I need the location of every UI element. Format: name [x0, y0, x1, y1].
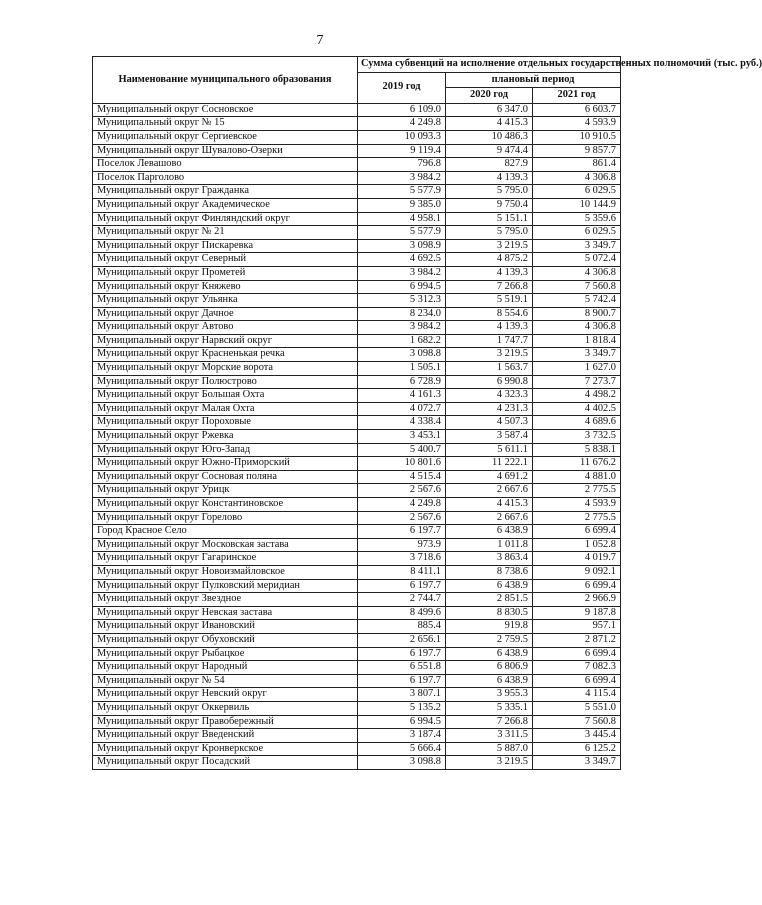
municipality-name-cell: Муниципальный округ Введенский	[93, 729, 358, 743]
value-2019-cell: 4 249.8	[358, 498, 446, 512]
value-2019-cell: 6 197.7	[358, 674, 446, 688]
municipality-name-cell: Муниципальный округ Малая Охта	[93, 402, 358, 416]
value-2021-cell: 3 349.7	[533, 348, 621, 362]
header-year-2020: 2020 год	[446, 88, 533, 104]
value-2019-cell: 5 135.2	[358, 701, 446, 715]
value-2019-cell: 5 666.4	[358, 742, 446, 756]
table-row	[93, 130, 621, 144]
value-2019-cell: 2 567.6	[358, 484, 446, 498]
table-row	[93, 416, 621, 430]
value-2021-cell: 6 699.4	[533, 525, 621, 539]
value-2020-cell: 2 851.5	[446, 593, 533, 607]
table-row	[93, 198, 621, 212]
value-2019-cell: 3 984.2	[358, 321, 446, 335]
value-2021-cell: 6 699.4	[533, 674, 621, 688]
value-2019-cell: 2 744.7	[358, 593, 446, 607]
table-row	[93, 688, 621, 702]
value-2021-cell: 2 775.5	[533, 484, 621, 498]
municipality-name-cell: Муниципальный округ Полюстрово	[93, 375, 358, 389]
page-number: 7	[316, 33, 324, 48]
value-2019-cell: 2 656.1	[358, 633, 446, 647]
value-2019-cell: 9 385.0	[358, 198, 446, 212]
table-row	[93, 266, 621, 280]
value-2021-cell: 5 838.1	[533, 443, 621, 457]
municipality-name-cell: Муниципальный округ Константиновское	[93, 498, 358, 512]
value-2019-cell: 6 197.7	[358, 579, 446, 593]
municipality-name-cell: Муниципальный округ Урицк	[93, 484, 358, 498]
value-2021-cell: 5 359.6	[533, 212, 621, 226]
value-2019-cell: 6 994.5	[358, 715, 446, 729]
value-2021-cell: 7 273.7	[533, 375, 621, 389]
value-2021-cell: 4 881.0	[533, 470, 621, 484]
municipality-name-cell: Муниципальный округ Оккервиль	[93, 701, 358, 715]
value-2021-cell: 9 857.7	[533, 144, 621, 158]
header-plan-period: плановый период	[446, 72, 621, 88]
municipality-name-cell: Муниципальный округ Ржевка	[93, 430, 358, 444]
value-2020-cell: 919.8	[446, 620, 533, 634]
value-2021-cell: 7 560.8	[533, 715, 621, 729]
municipality-name-cell: Муниципальный округ Правобережный	[93, 715, 358, 729]
value-2021-cell: 2 775.5	[533, 511, 621, 525]
value-2021-cell: 3 732.5	[533, 430, 621, 444]
table-row	[93, 552, 621, 566]
table-row	[93, 470, 621, 484]
value-2019-cell: 8 234.0	[358, 307, 446, 321]
value-2020-cell: 5 519.1	[446, 294, 533, 308]
value-2020-cell: 5 611.1	[446, 443, 533, 457]
header-subvention-sum: Сумма субвенций на исполнение отдельных государственных полномочий (тыс. руб.)	[358, 57, 621, 73]
table-row	[93, 633, 621, 647]
header-year-2021: 2021 год	[533, 88, 621, 104]
table-body	[93, 103, 621, 769]
table-row	[93, 280, 621, 294]
value-2019-cell: 4 958.1	[358, 212, 446, 226]
value-2020-cell: 5 795.0	[446, 226, 533, 240]
value-2020-cell: 3 219.5	[446, 756, 533, 770]
value-2021-cell: 6 699.4	[533, 579, 621, 593]
table-row	[93, 579, 621, 593]
municipality-name-cell: Муниципальный округ Кронверкское	[93, 742, 358, 756]
value-2020-cell: 5 795.0	[446, 185, 533, 199]
table-row	[93, 593, 621, 607]
municipality-name-cell: Муниципальный округ Дачное	[93, 307, 358, 321]
value-2020-cell: 4 691.2	[446, 470, 533, 484]
value-2021-cell: 3 445.4	[533, 729, 621, 743]
value-2020-cell: 7 266.8	[446, 280, 533, 294]
municipality-name-cell: Муниципальный округ Академическое	[93, 198, 358, 212]
table-row	[93, 402, 621, 416]
value-2019-cell: 3 984.2	[358, 266, 446, 280]
table-row	[93, 212, 621, 226]
value-2020-cell: 4 139.3	[446, 266, 533, 280]
municipality-name-cell: Муниципальный округ Пороховые	[93, 416, 358, 430]
value-2020-cell: 4 231.3	[446, 402, 533, 416]
header-municipality-name: Наименование муниципального образования	[93, 57, 358, 104]
table-row	[93, 647, 621, 661]
value-2020-cell: 3 311.5	[446, 729, 533, 743]
table-row	[93, 565, 621, 579]
value-2020-cell: 4 507.3	[446, 416, 533, 430]
municipality-name-cell: Муниципальный округ Гражданка	[93, 185, 358, 199]
value-2019-cell: 885.4	[358, 620, 446, 634]
value-2020-cell: 5 887.0	[446, 742, 533, 756]
municipality-name-cell: Муниципальный округ Новоизмайловское	[93, 565, 358, 579]
value-2020-cell: 1 011.8	[446, 538, 533, 552]
value-2020-cell: 2 667.6	[446, 484, 533, 498]
table-row	[93, 443, 621, 457]
value-2019-cell: 4 515.4	[358, 470, 446, 484]
value-2021-cell: 9 187.8	[533, 606, 621, 620]
value-2019-cell: 3 187.4	[358, 729, 446, 743]
municipality-name-cell: Муниципальный округ Прометей	[93, 266, 358, 280]
table-row	[93, 538, 621, 552]
value-2020-cell: 3 219.5	[446, 239, 533, 253]
municipality-name-cell: Муниципальный округ Большая Охта	[93, 389, 358, 403]
value-2020-cell: 3 219.5	[446, 348, 533, 362]
value-2021-cell: 2 966.9	[533, 593, 621, 607]
table-row	[93, 171, 621, 185]
value-2021-cell: 4 593.9	[533, 498, 621, 512]
value-2019-cell: 8 499.6	[358, 606, 446, 620]
table-row	[93, 307, 621, 321]
value-2021-cell: 6 125.2	[533, 742, 621, 756]
value-2020-cell: 6 438.9	[446, 647, 533, 661]
municipality-name-cell: Муниципальный округ Невский округ	[93, 688, 358, 702]
value-2020-cell: 6 347.0	[446, 103, 533, 117]
municipality-name-cell: Поселок Парголово	[93, 171, 358, 185]
value-2021-cell: 861.4	[533, 158, 621, 172]
value-2019-cell: 6 197.7	[358, 647, 446, 661]
value-2021-cell: 5 072.4	[533, 253, 621, 267]
table-row	[93, 661, 621, 675]
value-2020-cell: 3 955.3	[446, 688, 533, 702]
table-header	[93, 57, 762, 104]
value-2021-cell: 4 306.8	[533, 266, 621, 280]
value-2020-cell: 4 415.3	[446, 498, 533, 512]
value-2019-cell: 6 109.0	[358, 103, 446, 117]
value-2021-cell: 10 144.9	[533, 198, 621, 212]
header-year-2019: 2019 год	[358, 72, 446, 103]
municipality-name-cell: Муниципальный округ Звездное	[93, 593, 358, 607]
value-2020-cell: 6 438.9	[446, 674, 533, 688]
value-2021-cell: 6 699.4	[533, 647, 621, 661]
table-row	[93, 334, 621, 348]
value-2020-cell: 2 667.6	[446, 511, 533, 525]
value-2021-cell: 7 560.8	[533, 280, 621, 294]
table-row	[93, 457, 621, 471]
value-2021-cell: 4 498.2	[533, 389, 621, 403]
table-row	[93, 620, 621, 634]
value-2020-cell: 3 863.4	[446, 552, 533, 566]
municipality-name-cell: Муниципальный округ Морские ворота	[93, 362, 358, 376]
table-row	[93, 117, 621, 131]
municipality-name-cell: Муниципальный округ Сосновское	[93, 103, 358, 117]
value-2019-cell: 8 411.1	[358, 565, 446, 579]
value-2020-cell: 8 830.5	[446, 606, 533, 620]
municipality-name-cell: Муниципальный округ Нарвский округ	[93, 334, 358, 348]
table-row	[93, 742, 621, 756]
value-2021-cell: 3 349.7	[533, 239, 621, 253]
municipality-name-cell: Муниципальный округ Народный	[93, 661, 358, 675]
value-2019-cell: 973.9	[358, 538, 446, 552]
value-2021-cell: 4 593.9	[533, 117, 621, 131]
municipality-name-cell: Муниципальный округ Южно-Приморский	[93, 457, 358, 471]
value-2020-cell: 4 323.3	[446, 389, 533, 403]
value-2019-cell: 3 718.6	[358, 552, 446, 566]
municipality-name-cell: Город Красное Село	[93, 525, 358, 539]
municipality-name-cell: Муниципальный округ Рыбацкое	[93, 647, 358, 661]
municipality-name-cell: Муниципальный округ № 21	[93, 226, 358, 240]
value-2020-cell: 6 990.8	[446, 375, 533, 389]
table-row	[93, 606, 621, 620]
value-2019-cell: 5 577.9	[358, 185, 446, 199]
municipality-name-cell: Муниципальный округ Ивановский	[93, 620, 358, 634]
value-2021-cell: 1 052.8	[533, 538, 621, 552]
municipality-name-cell: Муниципальный округ Московская застава	[93, 538, 358, 552]
table-row	[93, 362, 621, 376]
value-2019-cell: 5 400.7	[358, 443, 446, 457]
value-2021-cell: 957.1	[533, 620, 621, 634]
table-row	[93, 226, 621, 240]
value-2020-cell: 1 747.7	[446, 334, 533, 348]
value-2021-cell: 3 349.7	[533, 756, 621, 770]
value-2020-cell: 11 222.1	[446, 457, 533, 471]
municipality-name-cell: Муниципальный округ Пискаревка	[93, 239, 358, 253]
value-2019-cell: 5 577.9	[358, 226, 446, 240]
value-2021-cell: 9 092.1	[533, 565, 621, 579]
value-2020-cell: 8 738.6	[446, 565, 533, 579]
value-2020-cell: 5 335.1	[446, 701, 533, 715]
value-2019-cell: 6 197.7	[358, 525, 446, 539]
value-2021-cell: 6 029.5	[533, 185, 621, 199]
value-2021-cell: 5 742.4	[533, 294, 621, 308]
value-2020-cell: 7 266.8	[446, 715, 533, 729]
value-2020-cell: 5 151.1	[446, 212, 533, 226]
value-2020-cell: 10 486.3	[446, 130, 533, 144]
municipality-name-cell: Муниципальный округ Обуховский	[93, 633, 358, 647]
value-2021-cell: 2 871.2	[533, 633, 621, 647]
value-2019-cell: 2 567.6	[358, 511, 446, 525]
value-2019-cell: 10 801.6	[358, 457, 446, 471]
municipality-name-cell: Муниципальный округ Горелово	[93, 511, 358, 525]
municipality-name-cell: Поселок Левашово	[93, 158, 358, 172]
value-2020-cell: 3 587.4	[446, 430, 533, 444]
value-2019-cell: 3 984.2	[358, 171, 446, 185]
municipality-name-cell: Муниципальный округ Княжево	[93, 280, 358, 294]
value-2019-cell: 5 312.3	[358, 294, 446, 308]
table-row	[93, 253, 621, 267]
municipality-name-cell: Муниципальный округ Сосновая поляна	[93, 470, 358, 484]
value-2019-cell: 4 338.4	[358, 416, 446, 430]
municipality-name-cell: Муниципальный округ Финляндский округ	[93, 212, 358, 226]
value-2021-cell: 4 689.6	[533, 416, 621, 430]
municipality-name-cell: Муниципальный округ Юго-Запад	[93, 443, 358, 457]
value-2019-cell: 6 994.5	[358, 280, 446, 294]
table-row	[93, 185, 621, 199]
municipality-name-cell: Муниципальный округ Ульянка	[93, 294, 358, 308]
table-row	[93, 375, 621, 389]
value-2019-cell: 4 692.5	[358, 253, 446, 267]
value-2021-cell: 6 029.5	[533, 226, 621, 240]
value-2021-cell: 4 115.4	[533, 688, 621, 702]
table-row	[93, 674, 621, 688]
value-2019-cell: 3 098.8	[358, 348, 446, 362]
value-2020-cell: 2 759.5	[446, 633, 533, 647]
value-2021-cell: 4 402.5	[533, 402, 621, 416]
municipality-name-cell: Муниципальный округ № 15	[93, 117, 358, 131]
municipality-name-cell: Муниципальный округ Гагаринское	[93, 552, 358, 566]
value-2020-cell: 9 474.4	[446, 144, 533, 158]
table-row	[93, 294, 621, 308]
value-2021-cell: 1 818.4	[533, 334, 621, 348]
value-2020-cell: 6 438.9	[446, 579, 533, 593]
table-row	[93, 103, 621, 117]
value-2020-cell: 8 554.6	[446, 307, 533, 321]
value-2019-cell: 796.8	[358, 158, 446, 172]
table-row	[93, 525, 621, 539]
table-row	[93, 239, 621, 253]
value-2019-cell: 4 072.7	[358, 402, 446, 416]
table-row	[93, 389, 621, 403]
municipality-name-cell: Муниципальный округ Пулковский меридиан	[93, 579, 358, 593]
table-row	[93, 498, 621, 512]
table-row	[93, 729, 621, 743]
value-2019-cell: 10 093.3	[358, 130, 446, 144]
table-row	[93, 756, 621, 770]
value-2021-cell: 4 306.8	[533, 171, 621, 185]
value-2021-cell: 5 551.0	[533, 701, 621, 715]
value-2019-cell: 4 249.8	[358, 117, 446, 131]
table-row	[93, 511, 621, 525]
value-2019-cell: 3 098.8	[358, 756, 446, 770]
municipality-name-cell: Муниципальный округ Сергиевское	[93, 130, 358, 144]
municipality-name-cell: Муниципальный округ Северный	[93, 253, 358, 267]
table-row	[93, 430, 621, 444]
subvention-table	[92, 56, 762, 770]
table-row	[93, 715, 621, 729]
municipality-name-cell: Муниципальный округ Невская застава	[93, 606, 358, 620]
value-2021-cell: 6 603.7	[533, 103, 621, 117]
value-2021-cell: 10 910.5	[533, 130, 621, 144]
value-2019-cell: 3 807.1	[358, 688, 446, 702]
value-2019-cell: 1 505.1	[358, 362, 446, 376]
value-2019-cell: 3 453.1	[358, 430, 446, 444]
municipality-name-cell: Муниципальный округ Посадский	[93, 756, 358, 770]
value-2021-cell: 1 627.0	[533, 362, 621, 376]
value-2019-cell: 1 682.2	[358, 334, 446, 348]
value-2021-cell: 4 019.7	[533, 552, 621, 566]
table-row	[93, 321, 621, 335]
value-2019-cell: 9 119.4	[358, 144, 446, 158]
value-2020-cell: 4 139.3	[446, 321, 533, 335]
value-2020-cell: 6 438.9	[446, 525, 533, 539]
municipality-name-cell: Муниципальный округ Шувалово-Озерки	[93, 144, 358, 158]
value-2020-cell: 827.9	[446, 158, 533, 172]
table-row	[93, 144, 621, 158]
value-2020-cell: 6 806.9	[446, 661, 533, 675]
table-row	[93, 484, 621, 498]
value-2021-cell: 4 306.8	[533, 321, 621, 335]
value-2020-cell: 4 875.2	[446, 253, 533, 267]
municipality-name-cell: Муниципальный округ Автово	[93, 321, 358, 335]
table-row	[93, 701, 621, 715]
value-2020-cell: 4 139.3	[446, 171, 533, 185]
value-2019-cell: 3 098.9	[358, 239, 446, 253]
table-row	[93, 158, 621, 172]
value-2019-cell: 4 161.3	[358, 389, 446, 403]
value-2020-cell: 4 415.3	[446, 117, 533, 131]
value-2020-cell: 1 563.7	[446, 362, 533, 376]
municipality-name-cell: Муниципальный округ № 54	[93, 674, 358, 688]
value-2021-cell: 7 082.3	[533, 661, 621, 675]
value-2020-cell: 9 750.4	[446, 198, 533, 212]
value-2021-cell: 8 900.7	[533, 307, 621, 321]
value-2021-cell: 11 676.2	[533, 457, 621, 471]
value-2019-cell: 6 551.8	[358, 661, 446, 675]
table-row	[93, 348, 621, 362]
municipality-name-cell: Муниципальный округ Красненькая речка	[93, 348, 358, 362]
value-2019-cell: 6 728.9	[358, 375, 446, 389]
